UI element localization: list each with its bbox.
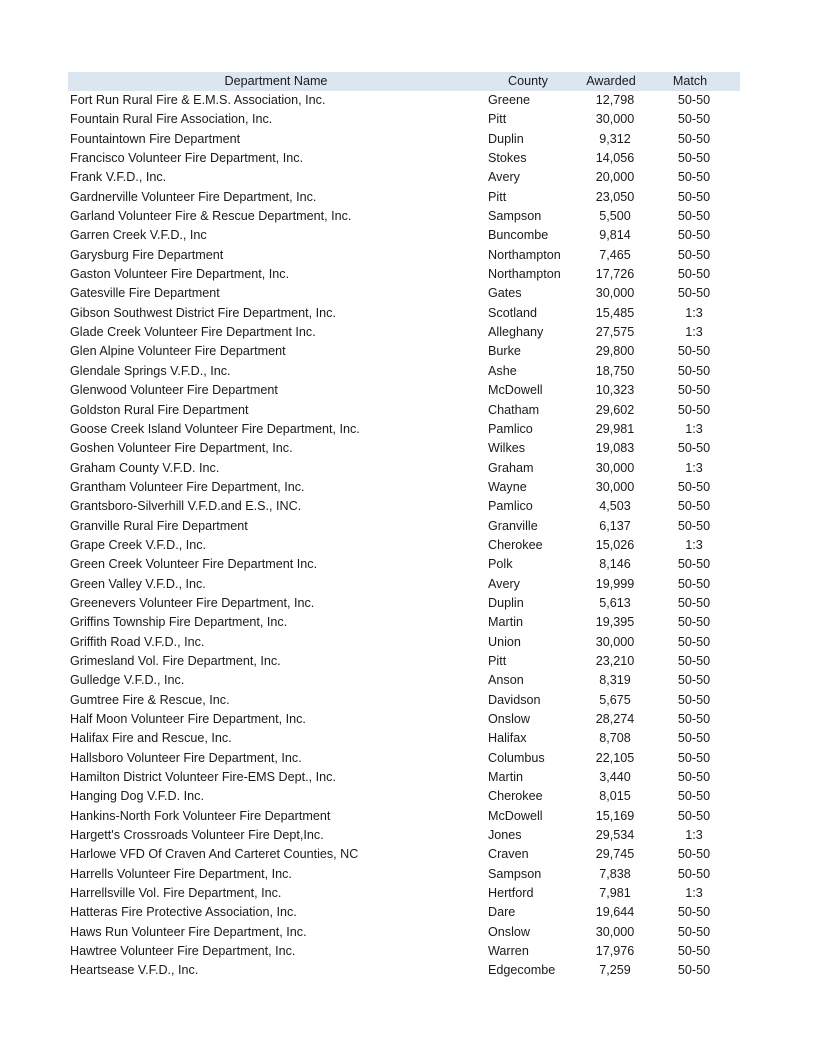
cell-awarded: 3,440 xyxy=(599,770,631,785)
cell-match: 50-50 xyxy=(677,866,711,881)
cell-awarded: 12,798 xyxy=(595,93,635,107)
cell-county: Scotland xyxy=(488,305,538,320)
cell-awarded: 20,000 xyxy=(595,170,635,185)
cell-department-name: Glenwood Volunteer Fire Department xyxy=(70,383,278,398)
cell-match: 50-50 xyxy=(677,518,711,533)
cell-county: Wayne xyxy=(488,479,527,494)
cell-department-name: Fort Run Rural Fire & E.M.S. Association, Inc. xyxy=(70,93,326,107)
cell-awarded: 14,056 xyxy=(595,151,635,166)
cell-awarded: 5,500 xyxy=(599,209,631,224)
header-awarded: Awarded xyxy=(586,74,636,88)
cell-department-name: Glade Creek Volunteer Fire Department Inc. xyxy=(70,325,316,340)
cell-department-name: Graham County V.F.D. Inc. xyxy=(70,460,220,475)
table-row xyxy=(68,536,740,555)
cell-awarded: 8,319 xyxy=(599,673,631,688)
cell-match: 50-50 xyxy=(677,441,711,456)
cell-county: Martin xyxy=(488,615,523,630)
cell-match: 50-50 xyxy=(677,344,711,359)
cell-county: Martin xyxy=(488,770,523,785)
cell-county: Greene xyxy=(488,93,531,107)
cell-match: 50-50 xyxy=(677,151,711,166)
cell-county: Union xyxy=(488,634,521,649)
header-match: Match xyxy=(672,74,708,88)
cell-awarded: 29,602 xyxy=(595,402,635,417)
cell-match: 50-50 xyxy=(677,170,711,185)
cell-awarded: 27,575 xyxy=(595,325,635,340)
table-row xyxy=(68,381,740,400)
table-row xyxy=(68,923,740,942)
cell-match: 50-50 xyxy=(677,595,711,610)
cell-department-name: Hanging Dog V.F.D. Inc. xyxy=(70,789,204,804)
table-row xyxy=(68,207,740,226)
cell-match: 50-50 xyxy=(677,112,711,127)
cell-county: Duplin xyxy=(488,595,524,610)
cell-awarded: 8,015 xyxy=(599,789,631,804)
cell-awarded: 7,259 xyxy=(599,963,631,978)
cell-county: Burke xyxy=(488,344,521,359)
cell-department-name: Griffith Road V.F.D., Inc. xyxy=(70,634,205,649)
table-row xyxy=(68,188,740,207)
cell-awarded: 29,534 xyxy=(595,828,635,843)
table-row xyxy=(68,671,740,690)
cell-department-name: Goshen Volunteer Fire Department, Inc. xyxy=(70,441,293,456)
table-row xyxy=(68,961,740,980)
cell-county: Davidson xyxy=(488,692,541,707)
cell-county: Pitt xyxy=(488,653,507,668)
table-row xyxy=(68,633,740,652)
cell-county: Ashe xyxy=(488,363,517,378)
cell-match: 50-50 xyxy=(677,228,711,243)
cell-county: McDowell xyxy=(488,383,543,398)
cell-county: Pamlico xyxy=(488,499,533,514)
cell-county: Sampson xyxy=(488,866,542,881)
cell-awarded: 28,274 xyxy=(595,712,635,726)
table-row xyxy=(68,807,740,826)
table-row xyxy=(68,420,740,439)
cell-department-name: Greenevers Volunteer Fire Department, Inc. xyxy=(70,595,315,610)
cell-awarded: 5,613 xyxy=(599,595,631,610)
cell-department-name: Hamilton District Volunteer Fire-EMS Dept., Inc. xyxy=(70,770,336,785)
table-row xyxy=(68,246,740,265)
cell-department-name: Garren Creek V.F.D., Inc xyxy=(70,228,207,243)
table-row xyxy=(68,459,740,478)
cell-department-name: Half Moon Volunteer Fire Department, Inc. xyxy=(70,712,306,726)
cell-awarded: 30,000 xyxy=(595,924,635,939)
table-row xyxy=(68,401,740,420)
cell-awarded: 30,000 xyxy=(595,460,635,475)
table-row xyxy=(68,149,740,168)
cell-county: Dare xyxy=(488,905,516,920)
cell-awarded: 30,000 xyxy=(595,286,635,301)
cell-department-name: Hankins-North Fork Volunteer Fire Department xyxy=(70,808,331,823)
cell-county: Sampson xyxy=(488,209,542,224)
cell-county: Jones xyxy=(488,828,522,843)
cell-department-name: Hargett's Crossroads Volunteer Fire Dept,Inc. xyxy=(70,828,324,843)
cell-county: Buncombe xyxy=(488,228,549,243)
cell-department-name: Francisco Volunteer Fire Department, Inc. xyxy=(70,151,304,166)
cell-department-name: Harrellsville Vol. Fire Department, Inc. xyxy=(70,886,282,901)
cell-match: 50-50 xyxy=(677,363,711,378)
table-row xyxy=(68,787,740,806)
cell-county: Cherokee xyxy=(488,789,543,804)
cell-awarded: 17,976 xyxy=(595,944,635,959)
cell-county: Pitt xyxy=(488,112,507,127)
cell-match: 50-50 xyxy=(677,634,711,649)
cell-awarded: 8,708 xyxy=(599,731,631,746)
cell-match: 50-50 xyxy=(677,750,711,765)
cell-awarded: 29,981 xyxy=(595,421,635,436)
cell-county: Alleghany xyxy=(488,325,544,340)
cell-county: Northampton xyxy=(488,247,561,262)
cell-awarded: 10,323 xyxy=(595,383,635,398)
cell-match: 50-50 xyxy=(677,557,711,572)
cell-match: 50-50 xyxy=(677,479,711,494)
cell-department-name: Halifax Fire and Rescue, Inc. xyxy=(70,731,232,746)
cell-awarded: 22,105 xyxy=(595,750,635,765)
cell-department-name: Goldston Rural Fire Department xyxy=(70,402,249,417)
table-row xyxy=(68,691,740,710)
cell-match: 50-50 xyxy=(677,692,711,707)
cell-match: 1:3 xyxy=(685,460,703,475)
table-row xyxy=(68,749,740,768)
cell-awarded: 8,146 xyxy=(599,557,631,572)
table-row xyxy=(68,304,740,323)
cell-county: Granville xyxy=(488,518,538,533)
cell-awarded: 7,465 xyxy=(599,247,631,262)
table-row xyxy=(68,265,740,284)
cell-match: 50-50 xyxy=(677,286,711,301)
header-county: County xyxy=(508,74,548,88)
cell-match: 50-50 xyxy=(677,963,711,978)
cell-department-name: Gulledge V.F.D., Inc. xyxy=(70,673,185,688)
cell-match: 1:3 xyxy=(685,828,703,843)
cell-match: 50-50 xyxy=(677,770,711,785)
cell-department-name: Fountaintown Fire Department xyxy=(70,131,241,146)
table-row xyxy=(68,826,740,845)
cell-county: Stokes xyxy=(488,151,527,166)
cell-department-name: Glendale Springs V.F.D., Inc. xyxy=(70,363,231,378)
cell-awarded: 30,000 xyxy=(595,479,635,494)
header-department-name: Department Name xyxy=(224,74,328,88)
table-row xyxy=(68,284,740,303)
table-header-row xyxy=(68,72,740,91)
cell-awarded: 4,503 xyxy=(599,499,631,514)
cell-match: 50-50 xyxy=(677,576,711,591)
table-body xyxy=(68,91,740,981)
table-row xyxy=(68,362,740,381)
cell-department-name: Frank V.F.D., Inc. xyxy=(70,170,167,185)
cell-county: Pamlico xyxy=(488,421,533,436)
cell-county: Cherokee xyxy=(488,537,543,552)
cell-match: 50-50 xyxy=(677,673,711,688)
table-row xyxy=(68,342,740,361)
table-row xyxy=(68,865,740,884)
cell-match: 50-50 xyxy=(677,944,711,959)
cell-awarded: 19,395 xyxy=(595,615,635,630)
table-row xyxy=(68,652,740,671)
cell-department-name: Griffins Township Fire Department, Inc. xyxy=(70,615,288,630)
table-row xyxy=(68,729,740,748)
cell-awarded: 6,137 xyxy=(599,518,631,533)
cell-awarded: 15,485 xyxy=(595,305,635,320)
cell-match: 50-50 xyxy=(677,131,711,146)
cell-county: Chatham xyxy=(488,402,540,417)
table-row xyxy=(68,710,740,729)
table-row xyxy=(68,517,740,536)
table-row xyxy=(68,613,740,632)
cell-match: 50-50 xyxy=(677,499,711,514)
cell-match: 50-50 xyxy=(677,383,711,398)
cell-department-name: Fountain Rural Fire Association, Inc. xyxy=(70,112,273,127)
cell-awarded: 15,169 xyxy=(595,808,635,823)
cell-department-name: Goose Creek Island Volunteer Fire Department, Inc. xyxy=(70,421,360,436)
cell-county: Halifax xyxy=(488,731,527,746)
cell-department-name: Harrells Volunteer Fire Department, Inc. xyxy=(70,866,292,881)
cell-department-name: Garland Volunteer Fire & Rescue Department, Inc. xyxy=(70,209,352,224)
table-row xyxy=(68,478,740,497)
cell-match: 50-50 xyxy=(677,267,711,282)
cell-department-name: Grimesland Vol. Fire Department, Inc. xyxy=(70,653,281,668)
cell-awarded: 17,726 xyxy=(595,267,635,282)
cell-awarded: 19,644 xyxy=(595,905,635,920)
cell-department-name: Gibson Southwest District Fire Department, Inc. xyxy=(70,305,336,320)
cell-department-name: Gardnerville Volunteer Fire Department, Inc. xyxy=(70,189,317,204)
cell-county: Edgecombe xyxy=(488,963,556,978)
cell-county: Gates xyxy=(488,286,522,301)
cell-department-name: Hawtree Volunteer Fire Department, Inc. xyxy=(70,944,296,959)
cell-awarded: 30,000 xyxy=(595,112,635,127)
cell-match: 50-50 xyxy=(677,808,711,823)
table-row xyxy=(68,575,740,594)
cell-awarded: 23,050 xyxy=(595,189,635,204)
cell-match: 1:3 xyxy=(685,886,703,901)
table-row xyxy=(68,903,740,922)
cell-match: 50-50 xyxy=(677,847,711,862)
table-row xyxy=(68,884,740,903)
cell-awarded: 30,000 xyxy=(595,634,635,649)
table-row xyxy=(68,845,740,864)
cell-department-name: Granville Rural Fire Department xyxy=(70,518,248,533)
cell-department-name: Hallsboro Volunteer Fire Department, Inc. xyxy=(70,750,302,765)
cell-match: 50-50 xyxy=(677,209,711,224)
cell-match: 50-50 xyxy=(677,615,711,630)
cell-county: Pitt xyxy=(488,189,507,204)
cell-department-name: Grape Creek V.F.D., Inc. xyxy=(70,537,207,552)
cell-department-name: Gatesville Fire Department xyxy=(70,286,220,301)
cell-county: Avery xyxy=(488,170,520,185)
cell-awarded: 19,999 xyxy=(595,576,635,591)
cell-awarded: 23,210 xyxy=(595,653,635,668)
cell-county: Northampton xyxy=(488,267,561,282)
cell-department-name: Harlowe VFD Of Craven And Carteret Counties, NC xyxy=(70,847,359,862)
table-row xyxy=(68,594,740,613)
cell-awarded: 7,838 xyxy=(599,866,631,881)
cell-awarded: 18,750 xyxy=(595,363,635,378)
table-row xyxy=(68,130,740,149)
cell-match: 50-50 xyxy=(677,905,711,920)
cell-county: Craven xyxy=(488,847,529,862)
cell-match: 50-50 xyxy=(677,402,711,417)
cell-department-name: Garysburg Fire Department xyxy=(70,247,224,262)
cell-awarded: 7,981 xyxy=(599,886,631,901)
cell-department-name: Haws Run Volunteer Fire Department, Inc. xyxy=(70,924,307,939)
cell-county: Anson xyxy=(488,673,524,688)
cell-department-name: Gumtree Fire & Rescue, Inc. xyxy=(70,692,230,707)
cell-county: Wilkes xyxy=(488,441,526,456)
cell-county: Polk xyxy=(488,557,513,572)
cell-match: 1:3 xyxy=(685,325,703,340)
cell-department-name: Grantham Volunteer Fire Department, Inc. xyxy=(70,479,305,494)
cell-match: 50-50 xyxy=(677,712,711,726)
cell-awarded: 19,083 xyxy=(595,441,635,456)
cell-awarded: 29,745 xyxy=(595,847,635,862)
table-row xyxy=(68,555,740,574)
grant-table xyxy=(68,72,740,981)
table-row xyxy=(68,768,740,787)
cell-awarded: 29,800 xyxy=(595,344,635,359)
cell-match: 50-50 xyxy=(677,789,711,804)
cell-awarded: 9,814 xyxy=(599,228,631,243)
cell-department-name: Grantsboro-Silverhill V.F.D.and E.S., INC. xyxy=(70,499,302,514)
cell-match: 50-50 xyxy=(677,924,711,939)
table-row xyxy=(68,110,740,129)
table-row xyxy=(68,168,740,187)
cell-department-name: Green Valley V.F.D., Inc. xyxy=(70,576,206,591)
cell-match: 50-50 xyxy=(677,247,711,262)
cell-department-name: Heartsease V.F.D., Inc. xyxy=(70,963,199,978)
cell-awarded: 9,312 xyxy=(599,131,631,146)
cell-county: Warren xyxy=(488,944,529,959)
table-row xyxy=(68,439,740,458)
cell-department-name: Glen Alpine Volunteer Fire Department xyxy=(70,344,286,359)
cell-county: Duplin xyxy=(488,131,524,146)
cell-county: Onslow xyxy=(488,924,530,939)
cell-match: 1:3 xyxy=(685,421,703,436)
table-row xyxy=(68,91,740,110)
cell-county: McDowell xyxy=(488,808,543,823)
cell-awarded: 15,026 xyxy=(595,537,635,552)
table-row xyxy=(68,323,740,342)
cell-match: 1:3 xyxy=(685,305,703,320)
table-row xyxy=(68,942,740,961)
cell-match: 50-50 xyxy=(677,731,711,746)
table-row xyxy=(68,497,740,516)
cell-match: 50-50 xyxy=(677,93,711,107)
cell-county: Onslow xyxy=(488,712,530,726)
cell-awarded: 5,675 xyxy=(599,692,631,707)
cell-county: Hertford xyxy=(488,886,534,901)
cell-match: 50-50 xyxy=(677,653,711,668)
cell-department-name: Gaston Volunteer Fire Department, Inc. xyxy=(70,267,290,282)
cell-department-name: Hatteras Fire Protective Association, Inc. xyxy=(70,905,297,920)
cell-match: 50-50 xyxy=(677,189,711,204)
cell-county: Avery xyxy=(488,576,520,591)
cell-county: Columbus xyxy=(488,750,545,765)
cell-department-name: Green Creek Volunteer Fire Department Inc. xyxy=(70,557,318,572)
table-row xyxy=(68,226,740,245)
cell-county: Graham xyxy=(488,460,534,475)
cell-match: 1:3 xyxy=(685,537,703,552)
